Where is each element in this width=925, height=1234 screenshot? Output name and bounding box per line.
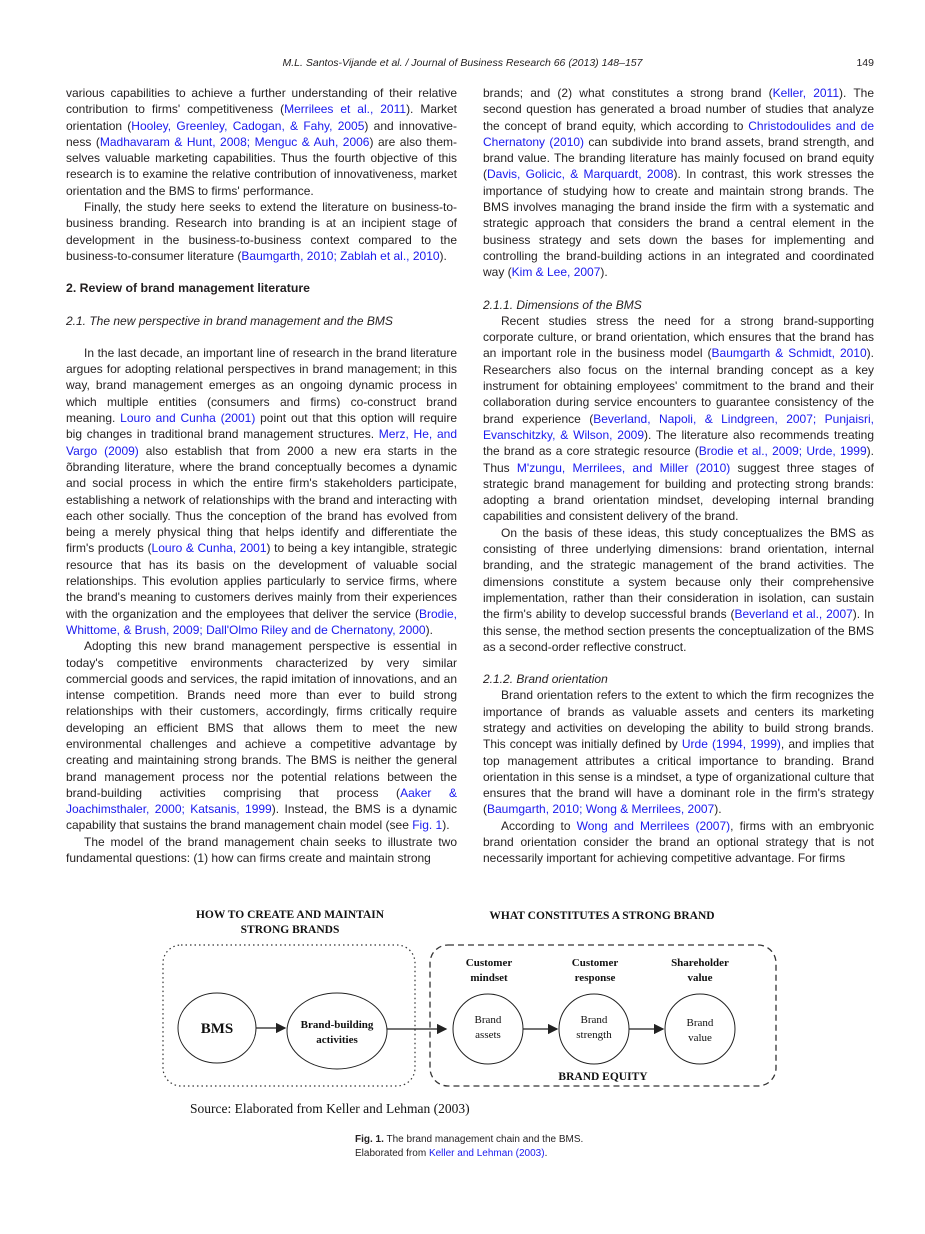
citation-link[interactable]: M'zungu, Merrilees, and Miller (2010) bbox=[516, 460, 731, 475]
citation-link[interactable]: Wong and Merrilees (2007) bbox=[576, 818, 731, 833]
citation-link[interactable]: Brodie, Whittome, & Brush, 2009; Dall'Olmo Riley and de Chernatony, 2000 bbox=[66, 606, 457, 637]
svg-text:Shareholder: Shareholder bbox=[671, 957, 729, 969]
citation-link[interactable]: Louro & Cunha, 2001 bbox=[151, 541, 267, 556]
paragraph: Adopting this new brand management perspective is essential in today's competitive environments characterized by very similar commercial goods and services, the rapid imitation of innovations, and an intense competition. Brands need more than ever to build strong relationships with their customers, accordingly, firms critically require developing an efficient BMS that allows them to meet the new environmental challenges and achieve a competitive advantage by creating and maintaining strong brands. The BMS is neither the general brand management process nor the potential relations between the brand-building activities comprising that process (Aaker & Joachimsthaler, 2000; Katsanis, 1999). Instead, the BMS is a dynamic capability that sustains the brand management chain model (see Fig. 1). bbox=[66, 639, 458, 833]
left-dotted-panel bbox=[163, 945, 415, 1086]
figure-brand-management-chain bbox=[150, 900, 790, 1130]
paragraph: Finally, the study here seeks to extend the literature on business-to-business branding. Research into branding is at an incipient stage of development in the business-to-business context compared to the business-to-consumer literature (Baumgarth, 2010; Zablah et al., 2010). bbox=[66, 200, 457, 263]
brand-value-node bbox=[665, 994, 735, 1064]
citation-link[interactable]: Davis, Golicic, & Marquardt, 2008 bbox=[487, 167, 674, 182]
svg-text:Customer: Customer bbox=[465, 957, 513, 969]
svg-text:strength: strength bbox=[576, 1029, 612, 1041]
left-column bbox=[66, 85, 457, 866]
svg-text:value: value bbox=[688, 1032, 712, 1044]
section-heading: 2. Review of brand management literature bbox=[66, 281, 310, 296]
journal-running-title: M.L. Santos-Vijande et al. / Journal of Business Research 66 (2013) 148–157 bbox=[282, 57, 643, 69]
citation-link[interactable]: Beverland, Napoli, & Lindgreen, 2007; Punjaisri, Evanschitzky, & Wilson, 2009 bbox=[483, 411, 874, 442]
paragraph: brands; and (2) what constitutes a strong brand (Keller, 2011). The second question has generated a broad number of studies that analyze the concept of brand equity, which according to Christodoulides and de Chernatony (2010) can subdivide into brand assets, brand strength, and brand value. The branding literature has mainly focused on brand equity (Davis, Golicic, & Marquardt, 2008). In contrast, this work stresses the importance of studying how to create and maintain strong brands. The BMS involves managing the brand inside the firm with a systematic and strategic approach that considers the brand a central element in the business strategy and sets down the bases for implementing and controlling the brand-building actions in an integrated and coordinated way (Kim & Lee, 2007). bbox=[483, 86, 875, 280]
paragraph: various capabilities to achieve a further understanding of their relative contribution to firms' competitiveness (Merrilees et al., 2011). Market orientation (Hooley, Greenley, Cadogan, & Fahy, 2005) and innovativeness (Madhavaram & Hunt, 2008; Menguc & Auh, 2006) are also themselves valuable marketing capabilities. Thus the fourth objective of this research is to examine the relative contribution of innovativeness, market orientation and the BMS to firms' performance. bbox=[66, 86, 457, 198]
citation-link[interactable]: Keller and Lehman (2003) bbox=[428, 1148, 545, 1159]
figure-caption: Fig. 1. The brand management chain and the BMS. Elaborated from Keller and Lehman (2003). bbox=[355, 1134, 584, 1159]
citation-link[interactable]: Baumgarth & Schmidt, 2010 bbox=[711, 346, 867, 361]
citation-link[interactable]: Baumgarth, 2010; Wong & Merrilees, 2007 bbox=[487, 802, 715, 817]
right-panel-title: WHAT CONSTITUTES A STRONG BRAND bbox=[489, 910, 715, 922]
paragraph: Recent studies stress the need for a strong brand-supporting corporate culture, or brand orientation, which ensures that the brand has an important role in the business model (Baumgarth & Schmidt, 2010). Researchers also focus on the internal branding concept as a key instrument for obtaining employees' commitment to the brand and their collaboration during service encounters to guarantee consistency of the brand experience (Beverland, Napoli, & Lindgreen, 2007; Punjaisri, Evanschitzky, & Wilson, 2009). The literature also recommends treating the brand as a core strategic resource (Brodie et al., 2009; Urde, 1999). Thus M'zungu, Merrilees, and Miller (2010) suggest three stages of strategic brand management for building and protecting strong brands: adopting a brand orientation mindset, developing internal branding capabilities and consistent delivery of the brand. bbox=[483, 313, 875, 524]
citation-link[interactable]: Louro and Cunha (2001) bbox=[120, 411, 256, 426]
paragraph: Brand orientation refers to the extent to which the firm recognizes the importance of brands as valuable assets and centers its marketing strategy and activities on developing the ability to build strong brands. This concept was initially defined by Urde (1994, 1999), and implies that top management attributes a critical importance to branding. Brand orientation in this sense is a mindset, a type of organizational culture that ensures that the brand will have a dominant role in the firm's strategy (Baumgarth, 2010; Wong & Merrilees, 2007). bbox=[483, 688, 874, 817]
citation-link[interactable]: Baumgarth, 2010; Zablah et al., 2010 bbox=[241, 248, 440, 263]
paragraph: The model of the brand management chain seeks to illustrate two fundamental questions: (1) how can firms create and maintain strong bbox=[66, 834, 457, 866]
subsubsection-heading: 2.1.2. Brand orientation bbox=[483, 672, 608, 687]
running-header bbox=[0, 57, 925, 73]
subsection-heading: 2.1. The new perspective in brand management and the BMS bbox=[66, 313, 393, 328]
page-number: 149 bbox=[856, 57, 874, 69]
paragraph: On the basis of these ideas, this study conceptualizes the BMS as consisting of three underlying dimensions: brand orientation, internal branding, and the strategic management of the brand activities. The dimensions constitute a system because only their comprehensive implementation, rather than their consideration in isolation, can sustain the firm's ability to develop successful brands (Beverland et al., 2007). In this sense, the method section presents the conceptualization of the BMS as a second-order reflective construct. bbox=[483, 525, 874, 654]
brand-equity-label: BRAND EQUITY bbox=[558, 1071, 648, 1083]
caption-label: Fig. 1. bbox=[355, 1134, 384, 1145]
citation-link[interactable]: Kim & Lee, 2007 bbox=[511, 265, 601, 280]
svg-text:activities: activities bbox=[316, 1034, 358, 1046]
citation-link[interactable]: Beverland et al., 2007 bbox=[734, 607, 853, 622]
right-column bbox=[483, 85, 874, 867]
svg-text:response: response bbox=[574, 972, 616, 984]
citation-link[interactable]: Urde (1994, 1999) bbox=[681, 737, 781, 752]
svg-text:value: value bbox=[687, 972, 713, 984]
citation-link[interactable]: Hooley, Greenley, Cadogan, & Fahy, 2005 bbox=[131, 118, 365, 133]
svg-text:BMS: BMS bbox=[200, 1021, 234, 1037]
subsubsection-heading: 2.1.1. Dimensions of the BMS bbox=[483, 297, 642, 312]
figure-source-note: Source: Elaborated from Keller and Lehman (2003) bbox=[190, 1101, 470, 1116]
citation-link[interactable]: Aaker & Joachimsthaler, 2000; Katsanis, 1999 bbox=[66, 785, 458, 817]
citation-link[interactable]: Merz, He, and Vargo (2009) bbox=[66, 427, 458, 458]
svg-text:Brand-building: Brand-building bbox=[300, 1019, 374, 1031]
svg-text:assets: assets bbox=[475, 1029, 501, 1041]
svg-text:Brand: Brand bbox=[686, 1017, 714, 1029]
left-panel-title: STRONG BRANDS bbox=[240, 924, 340, 936]
paragraph: According to Wong and Merrilees (2007), firms with an embryonic brand orientation consider the brand an optional strategy that is not necessarily important for achieving competitive advantage. For firms bbox=[483, 818, 874, 866]
svg-text:mindset: mindset bbox=[470, 972, 508, 984]
citation-link[interactable]: Merrilees et al., 2011 bbox=[284, 102, 407, 117]
citation-link[interactable]: Madhavaram & Hunt, 2008; Menguc & Auh, 2006 bbox=[99, 134, 370, 149]
svg-text:Brand: Brand bbox=[474, 1014, 502, 1026]
figure-link[interactable]: Fig. 1 bbox=[412, 818, 443, 833]
citation-link[interactable]: Christodoulides and de Chernatony (2010) bbox=[483, 118, 875, 149]
citation-link[interactable]: Brodie et al., 2009; Urde, 1999 bbox=[698, 444, 867, 459]
svg-text:Brand: Brand bbox=[580, 1014, 608, 1026]
brand-building-activities-node bbox=[287, 993, 387, 1069]
svg-text:Customer: Customer bbox=[571, 957, 619, 969]
paragraph: In the last decade, an important line of research in the brand literature argues for adopting relational perspectives in brand management; in this way, brand management emerges as an ongoing dynamic process in which multiple entities (consumers and firms) co-construct brand meaning. Louro and Cunha (2001) point out that this option will require big changes in traditional brand management structures. Merz, He, and Vargo (2009) also establish that from 2000 a new era starts in the õbranding literature, where the brand conceptually becomes a dynamic and social process in which the entire firm's stakeholders participate, establishing a network of relationships with the brand and interacting with each other socially. Thus the conception of the brand has evolved from being a merely physical thing that helps identify and differentiate the firm's products (Louro & Cunha, 2001) to being a key intangible, strategic resource that has its basis on the development of valuable social relationships. This evolution applies particularly to service firms, where the brand's meaning to customers derives mainly from their experiences with the organization and the employees that deliver the service (Brodie, Whittome, & Brush, 2009; Dall'Olmo Riley and de Chernatony, 2000). bbox=[66, 345, 458, 637]
left-panel-title: HOW TO CREATE AND MAINTAIN bbox=[195, 909, 385, 921]
citation-link[interactable]: Keller, 2011 bbox=[772, 86, 840, 100]
